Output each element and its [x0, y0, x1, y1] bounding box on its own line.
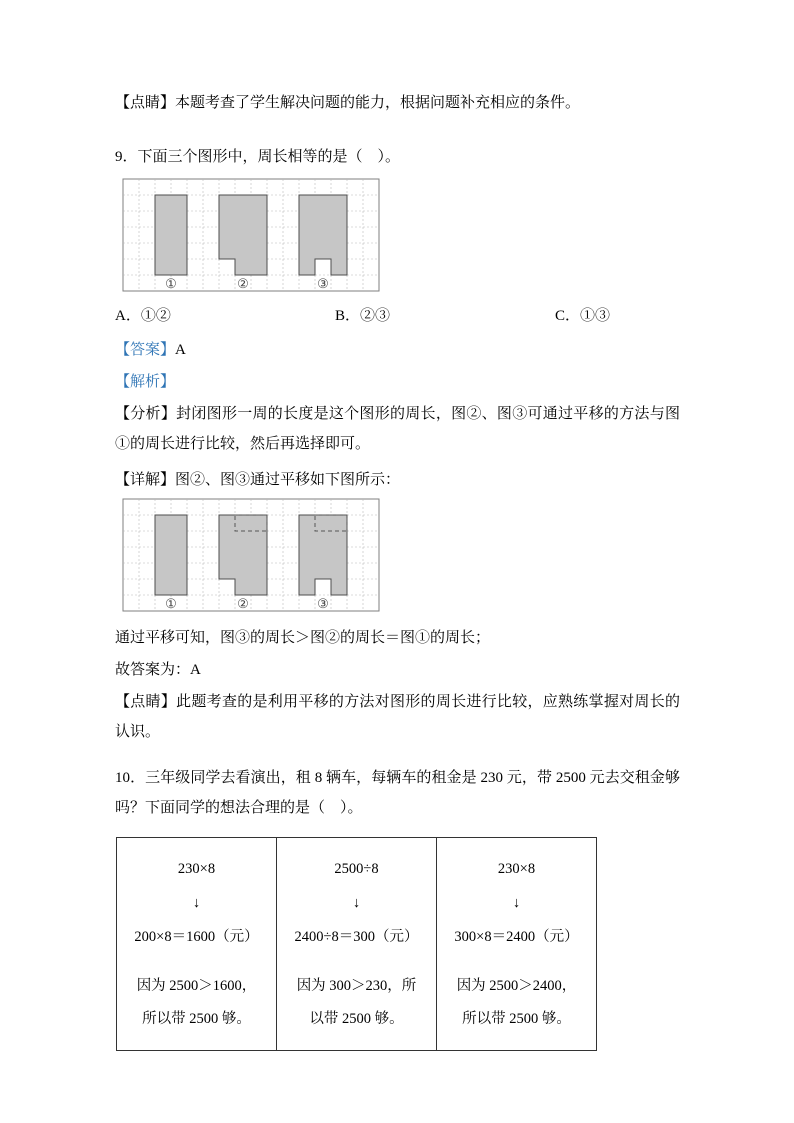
- paragraph-conclusion: [115, 623, 680, 653]
- xiangjie-text: 图②、图③通过平移如下图所示：: [175, 472, 401, 488]
- bracket-label-xiangjie: 【详解】: [115, 472, 176, 488]
- method-calc: 2400÷8＝300（元）: [294, 929, 419, 945]
- down-arrow: ↓: [512, 895, 521, 911]
- paragraph-question-10: [115, 763, 680, 823]
- methods-table: [116, 837, 597, 1051]
- method-reason-line-1: 因为 2500＞1600，: [136, 978, 257, 994]
- shape-1: [155, 515, 187, 595]
- option-a: A．①②: [115, 308, 171, 324]
- method-reason-line-1: 因为 300＞230，所: [296, 978, 417, 994]
- question-9-stem: 9．下面三个图形中，周长相等的是（ ）。: [115, 149, 401, 165]
- option-c: C．①③: [555, 308, 611, 324]
- method-reason: [285, 970, 428, 1036]
- paragraph-jiexi: [115, 367, 680, 397]
- figure-translated-shapes: [122, 498, 680, 617]
- method-expr: 2500÷8: [334, 861, 379, 877]
- shape-label-2: ②: [237, 596, 249, 611]
- method-reason-line-1: 因为 2500＞2400，: [456, 978, 577, 994]
- bracket-label-jiexi: 【解析】: [115, 374, 176, 390]
- method-expr: 230×8: [497, 861, 536, 877]
- method-expr: 230×8: [177, 861, 216, 877]
- method-column-2: [277, 838, 437, 1051]
- paragraph-answer: [115, 335, 680, 365]
- paragraph-dianjing-q9: [115, 687, 680, 747]
- answer-value: A: [175, 342, 186, 358]
- method-reason-line-2: 所以带 2500 够。: [142, 1011, 251, 1027]
- paragraph-final-answer: [115, 655, 680, 685]
- figure-perimeter-shapes: [122, 178, 680, 297]
- bracket-label-dianjing-intro: 【点睛】: [115, 95, 176, 111]
- shape-label-2: ②: [237, 276, 249, 291]
- shape-label-3: ③: [317, 596, 329, 611]
- down-arrow: ↓: [192, 895, 201, 911]
- grid-figure-1-svg: [122, 178, 380, 292]
- shape-1: [155, 195, 187, 275]
- paragraph-fenxi: [115, 399, 680, 459]
- conclusion-text: 通过平移可知，图③的周长＞图②的周长＝图①的周长；: [115, 630, 491, 646]
- final-answer-text: 故答案为：A: [115, 662, 201, 678]
- paragraph-xiangjie: [115, 465, 680, 495]
- bracket-label-fenxi: 【分析】: [115, 406, 177, 422]
- method-reason-line-2: 所以带 2500 够。: [462, 1011, 571, 1027]
- method-reason-line-2: 以带 2500 够。: [309, 1011, 404, 1027]
- shape-label-3: ③: [317, 276, 329, 291]
- question-10-stem: 10．三年级同学去看演出，租 8 辆车，每辆车的租金是 230 元，带 2500 元去交租金够吗？下面同学的想法合理的是（ ）。: [115, 770, 680, 816]
- intro-note-text: 本题考查了学生解决问题的能力，根据问题补充相应的条件。: [175, 95, 581, 111]
- paragraph-intro-note: [115, 88, 680, 118]
- shape-label-1: ①: [165, 276, 177, 291]
- option-b: B．②③: [335, 308, 391, 324]
- bracket-label-answer: 【答案】: [115, 342, 176, 358]
- dianjing-q9-text: 此题考查的是利用平移的方法对图形的周长进行比较，应熟练掌握对周长的认识。: [115, 694, 680, 740]
- fenxi-text: 封闭图形一周的长度是这个图形的周长，图②、图③可通过平移的方法与图①的周长进行比较，然后再选择即可。: [115, 406, 680, 452]
- paragraph-question-9: [115, 142, 680, 172]
- grid-figure-2-svg: [122, 498, 380, 612]
- methods-table-row: [117, 838, 597, 1051]
- method-column-3: [437, 838, 597, 1051]
- method-reason: [125, 970, 268, 1036]
- method-reason: [445, 970, 588, 1036]
- down-arrow: ↓: [352, 895, 361, 911]
- method-column-1: [117, 838, 277, 1051]
- bracket-label-dianjing-q9: 【点睛】: [115, 694, 177, 710]
- shape-label-1: ①: [165, 596, 177, 611]
- method-calc: 300×8＝2400（元）: [454, 929, 579, 945]
- method-calc: 200×8＝1600（元）: [134, 929, 259, 945]
- options-row: [115, 301, 680, 331]
